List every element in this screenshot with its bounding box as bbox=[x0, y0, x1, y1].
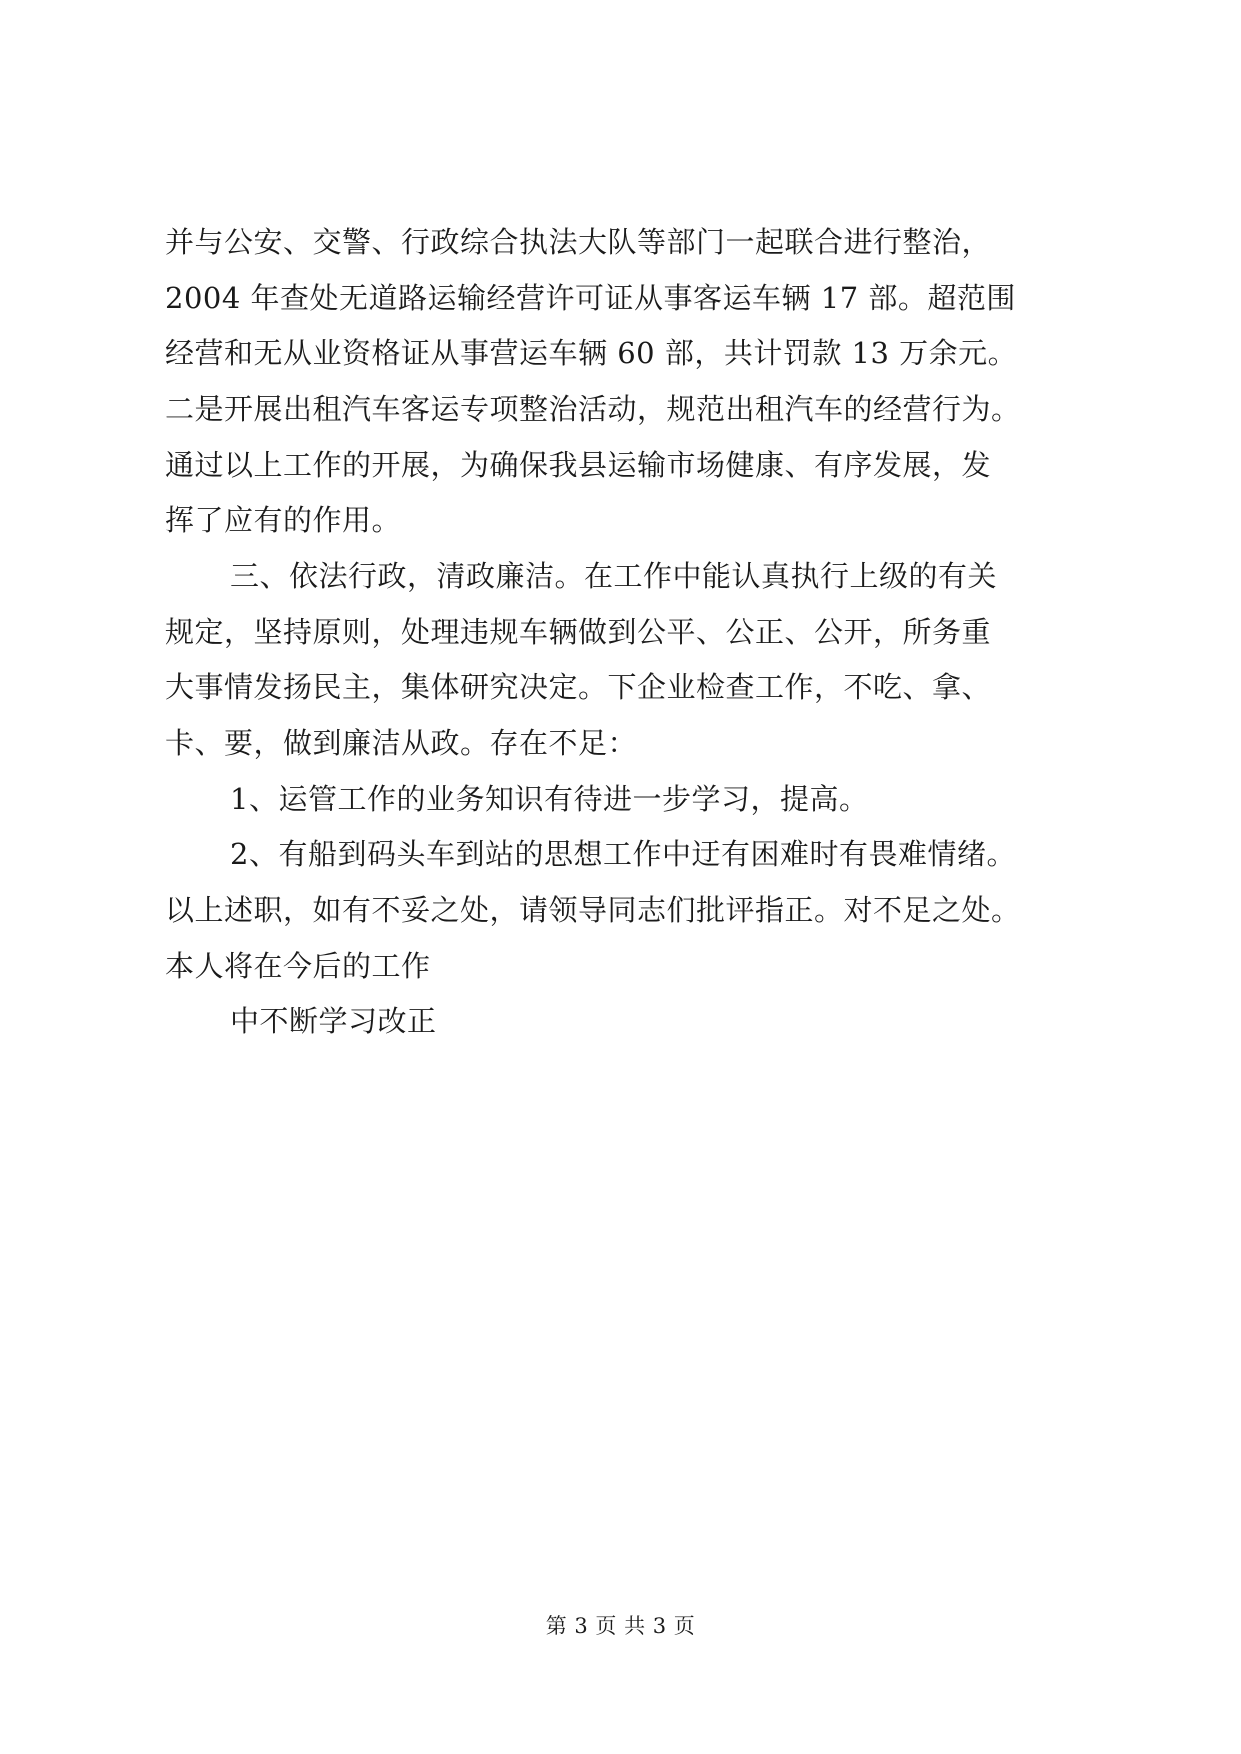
body-line-9: 大事情发扬民主，集体研究决定。下企业检查工作，不吃、拿、 bbox=[165, 670, 992, 704]
body-line-13: 以上述职，如有不妥之处，请领导同志们批评指正。对不足之处。 bbox=[165, 893, 1021, 927]
page-footer: 第 3 页 共 3 页 bbox=[545, 1614, 696, 1638]
body-line-3: 经营和无从业资格证从事营运车辆 60 部，共计罚款 13 万余元。 bbox=[165, 336, 1018, 370]
body-line-1: 并与公安、交警、行政综合执法大队等部门一起联合进行整治， bbox=[165, 225, 992, 259]
body-line-5: 通过以上工作的开展，为确保我县运输市场健康、有序发展，发 bbox=[165, 448, 992, 482]
body-line-2: 2004 年查处无道路运输经营许可证从事客运车辆 17 部。超范围 bbox=[165, 281, 1016, 315]
body-line-6: 挥了应有的作用。 bbox=[165, 503, 402, 537]
body-line-11: 1、运管工作的业务知识有待进一步学习，提高。 bbox=[230, 782, 869, 816]
body-line-7: 三、依法行政，清政廉洁。在工作中能认真执行上级的有关 bbox=[230, 559, 998, 593]
body-line-10: 卡、要，做到廉洁从政。存在不足： bbox=[165, 726, 638, 760]
body-line-4: 二是开展出租汽车客运专项整治活动，规范出租汽车的经营行为。 bbox=[165, 392, 1021, 426]
body-line-15: 中不断学习改正 bbox=[230, 1004, 437, 1038]
body-line-12: 2、有船到码头车到站的思想工作中迂有困难时有畏难情绪。 bbox=[230, 837, 1016, 871]
body-line-14: 本人将在今后的工作 bbox=[165, 949, 431, 983]
body-line-8: 规定，坚持原则，处理违规车辆做到公平、公正、公开，所务重 bbox=[165, 615, 992, 649]
